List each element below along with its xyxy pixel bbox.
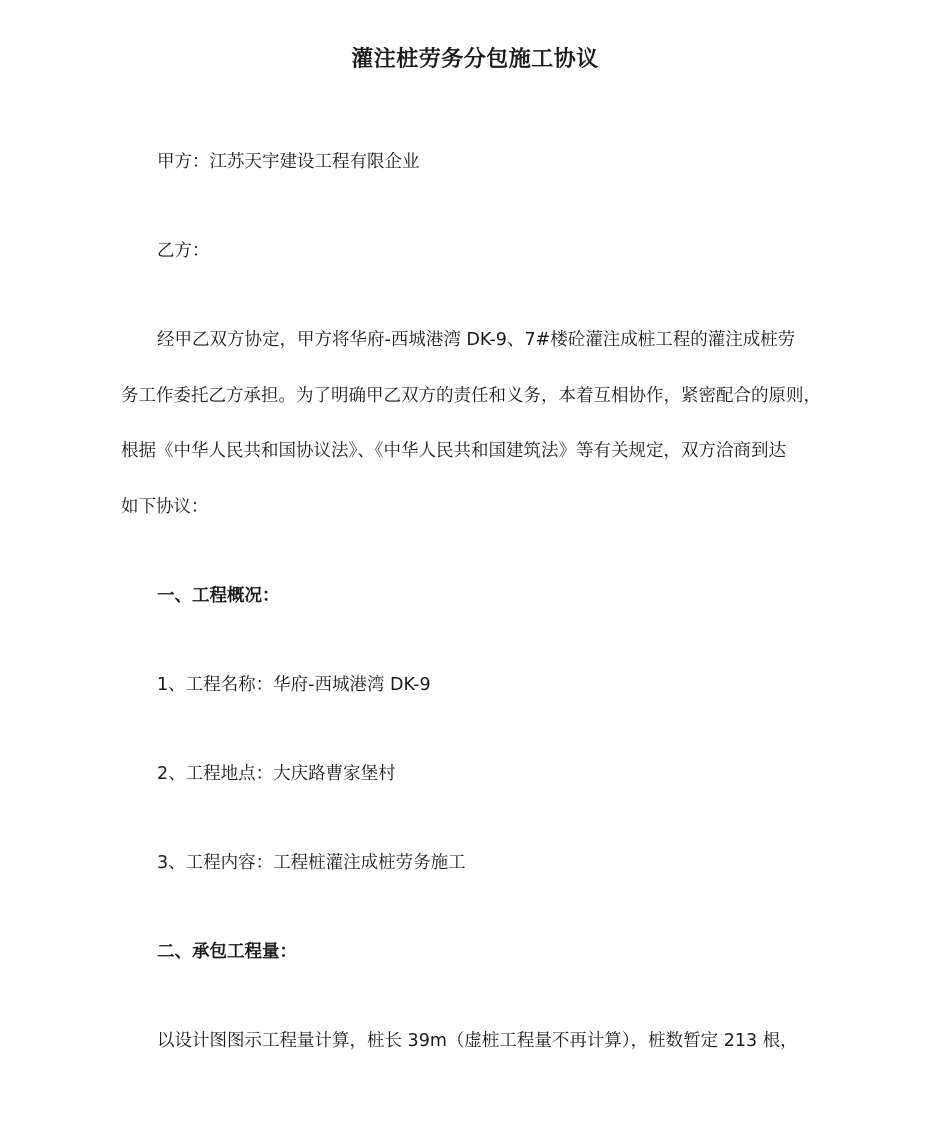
party-b-line: 乙方： bbox=[157, 241, 210, 261]
section-2-body-line-1: 以设计图图示工程量计算，桩长 39m（虚桩工程量不再计算），桩数暂定 213 根， bbox=[157, 1031, 798, 1051]
party-a-line: 甲方：江苏天宇建设工程有限企业 bbox=[157, 152, 420, 172]
intro-paragraph-line-3: 根据《中华人民共和国协议法》、《中华人民共和国建筑法》等有关规定，双方洽商到达 bbox=[121, 441, 786, 461]
document-title: 灌注桩劳务分包施工协议 bbox=[351, 47, 599, 72]
intro-paragraph-line-4: 如下协议： bbox=[121, 497, 209, 517]
section-1-item-project-name: 1、工程名称：华府-西城港湾 DK-9 bbox=[157, 675, 431, 695]
section-2-heading: 二、承包工程量： bbox=[157, 942, 297, 962]
intro-paragraph-line-2: 务工作委托乙方承担。为了明确甲乙双方的责任和义务，本着互相协作，紧密配合的原则， bbox=[121, 386, 821, 406]
intro-paragraph-line-1: 经甲乙双方协定，甲方将华府-西城港湾 DK-9、7#楼砼灌注成桩工程的灌注成桩劳 bbox=[157, 330, 796, 350]
section-1-item-project-location: 2、工程地点：大庆路曹家堡村 bbox=[157, 764, 396, 784]
section-1-heading: 一、工程概况： bbox=[157, 586, 280, 606]
section-1-item-project-content: 3、工程内容：工程桩灌注成桩劳务施工 bbox=[157, 853, 466, 873]
